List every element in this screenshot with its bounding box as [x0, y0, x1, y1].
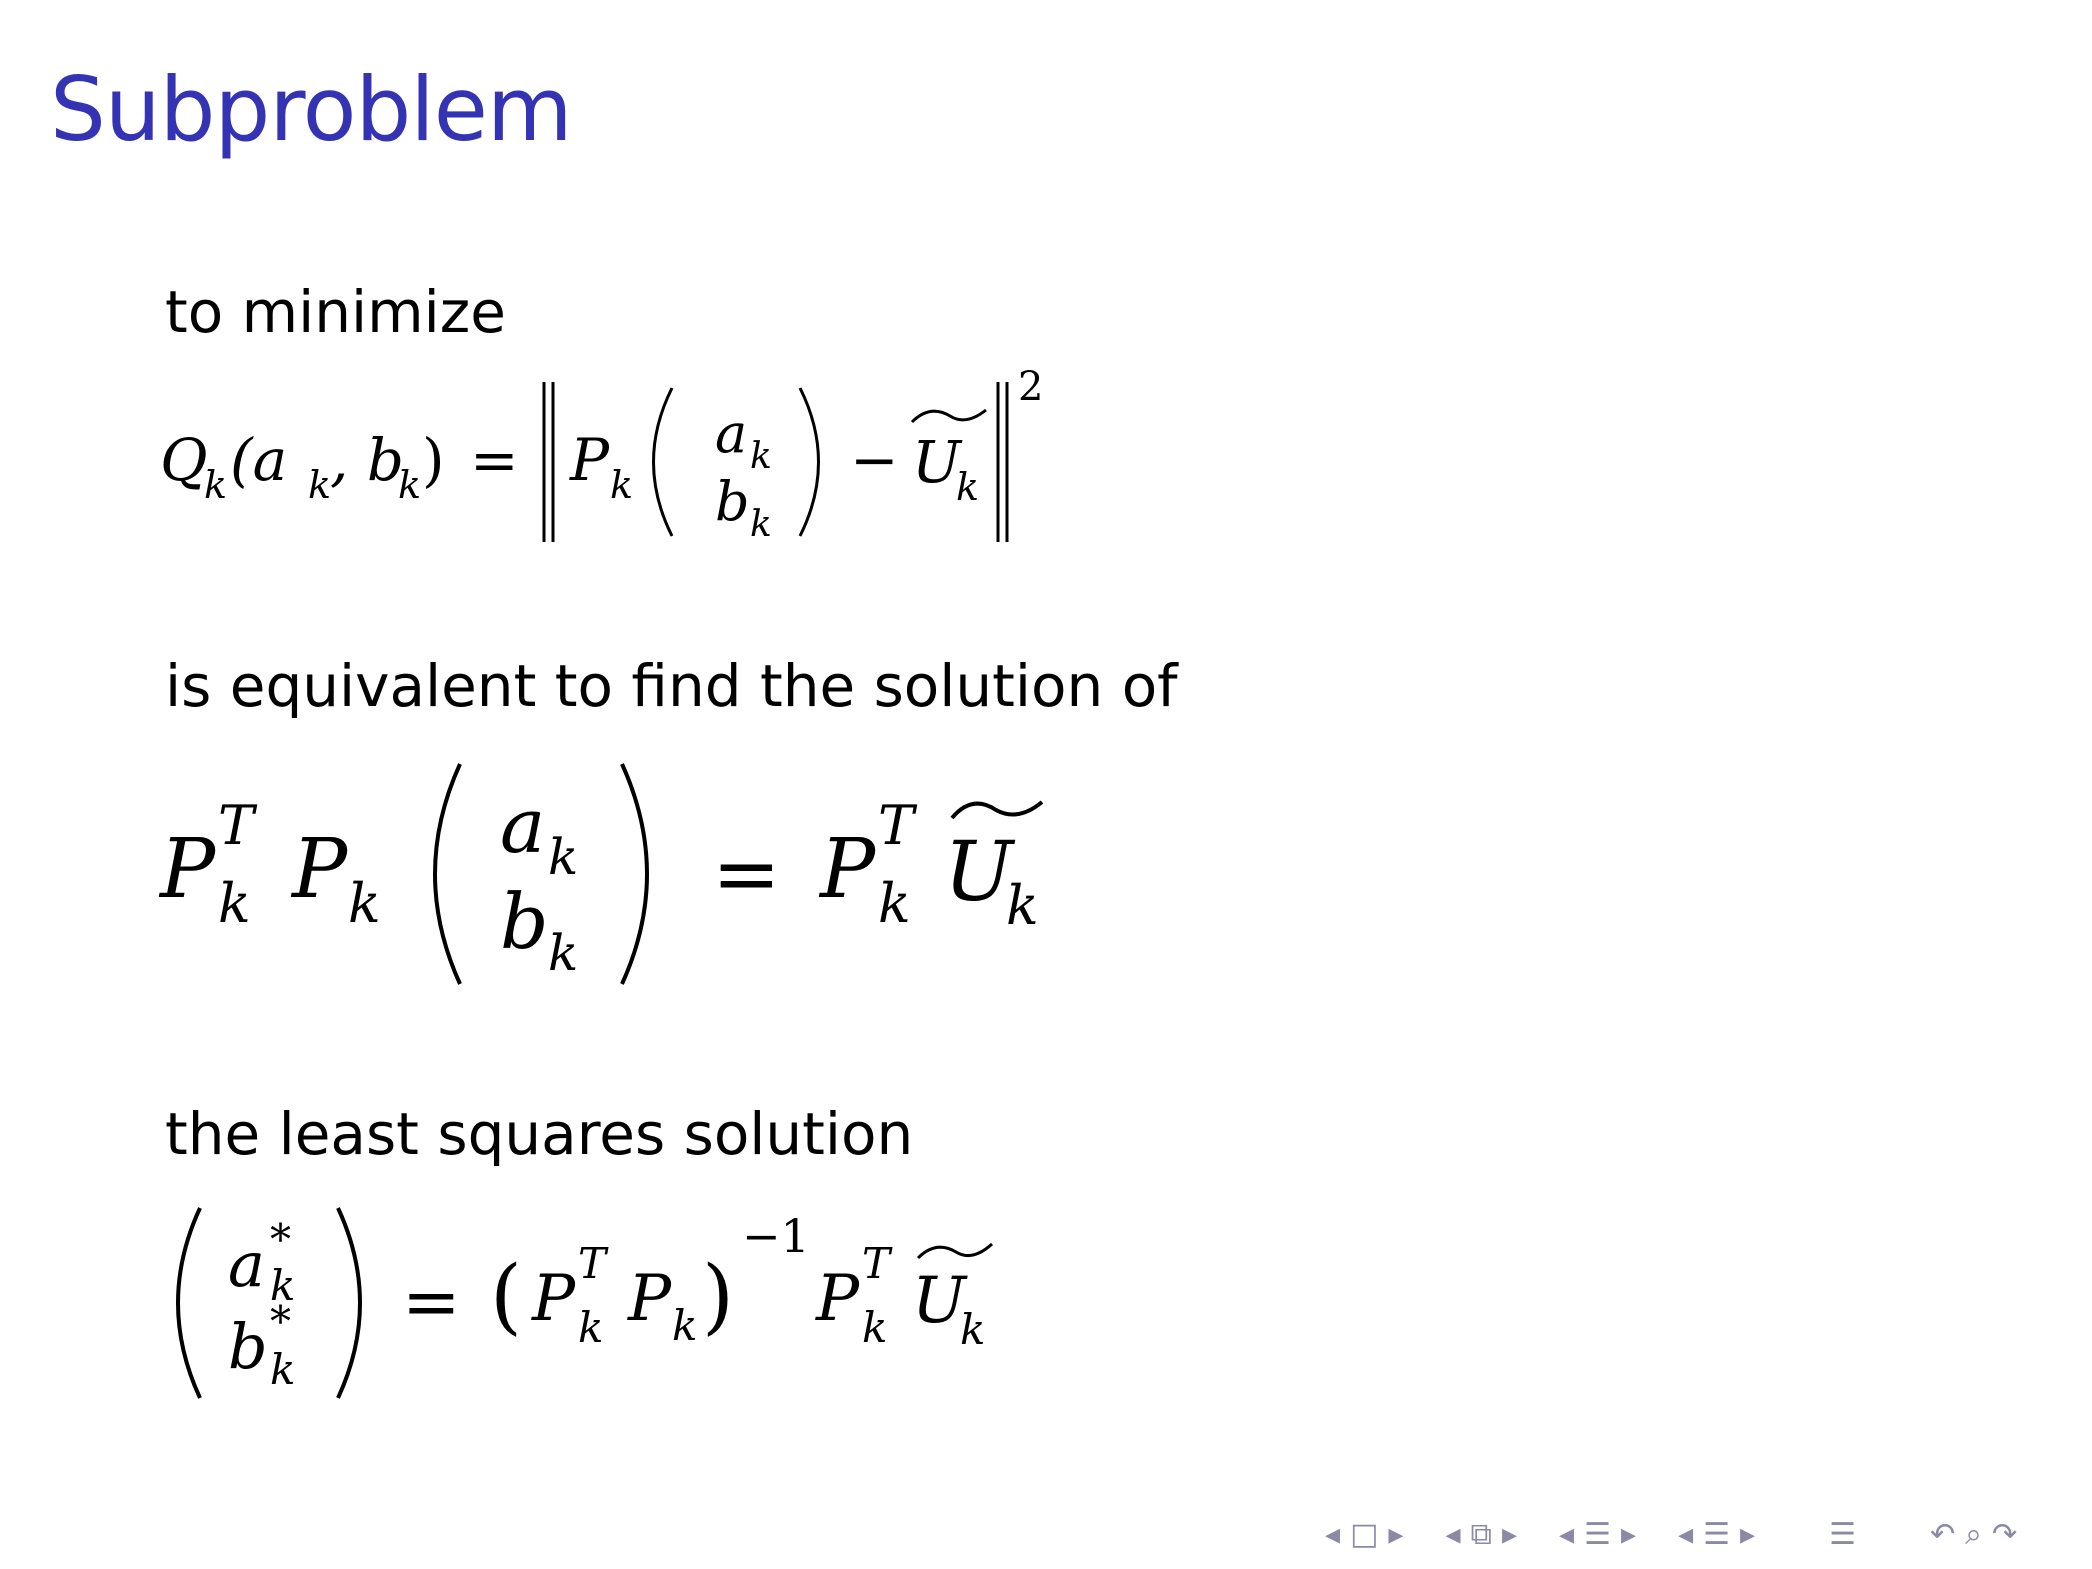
eq2-U-sub: k: [1006, 874, 1039, 937]
eq3-P1: P: [532, 1262, 576, 1336]
eq3-P1-sup: T: [578, 1239, 607, 1288]
next-section-icon[interactable]: ▸: [1621, 1517, 1637, 1552]
objective-equation: [160, 364, 1080, 560]
eq3-P3-sup: T: [862, 1239, 891, 1288]
eq1-vec-b-sub: k: [750, 504, 772, 545]
eq3-vec-a-sup: *: [270, 1215, 291, 1264]
eq1-minus: −: [850, 426, 899, 494]
eq2-P1: P: [160, 822, 216, 917]
undo-icon[interactable]: ↶: [1930, 1517, 1956, 1552]
eq3-U-sub: k: [960, 1305, 986, 1354]
eq3-vec-b-sub: k: [270, 1345, 296, 1394]
slide-box-icon[interactable]: □: [1350, 1517, 1379, 1552]
eq3-vec-b: b: [228, 1310, 268, 1383]
subsection-icon[interactable]: ☰: [1703, 1517, 1731, 1552]
eq1-U: U: [912, 428, 961, 496]
eq2-vec-right-paren: [622, 764, 647, 984]
eq3-vec-left-paren: [178, 1208, 200, 1398]
normal-equation: [160, 752, 1080, 1002]
eq1-args-a: (a: [230, 426, 288, 494]
toc-icon[interactable]: ☰: [1829, 1517, 1856, 1552]
eq2-P2-sub: k: [348, 872, 381, 935]
eq2-P2: P: [292, 822, 348, 917]
eq2-P3-sup: T: [878, 794, 915, 857]
eq3-vec-b-sup: *: [270, 1297, 291, 1346]
slide-title: Subproblem: [50, 58, 572, 161]
eq1-Q: Q: [160, 426, 208, 494]
solution-equation: [160, 1198, 1080, 1408]
eq3-P3-sub: k: [862, 1303, 888, 1352]
eq2-U-tilde: [952, 802, 1042, 818]
section-icon[interactable]: ☰: [1584, 1517, 1611, 1552]
text-least-squares: the least squares solution: [165, 1100, 914, 1168]
eq3-vec-a-sub: k: [270, 1261, 296, 1310]
eq3-equals: =: [402, 1261, 461, 1343]
eq1-U-sub: k: [956, 465, 980, 509]
eq1-P: P: [570, 426, 610, 494]
eq3-U-tilde: [918, 1244, 992, 1258]
eq1-U-tilde: [912, 410, 986, 422]
text-equivalent: is equivalent to find the solution of: [165, 652, 1178, 720]
navigation-bar: [1325, 1517, 2018, 1552]
eq3-inv: −1: [742, 1209, 810, 1263]
eq1-P-sub: k: [610, 463, 634, 507]
eq2-vec-a: a: [500, 781, 546, 870]
eq1-vec-left-paren: [654, 388, 673, 536]
eq3-close: ): [702, 1249, 734, 1344]
eq2-U: U: [944, 825, 1014, 920]
eq2-P3-sub: k: [878, 872, 911, 935]
eq2-equals: =: [712, 827, 781, 922]
redo-icon[interactable]: ↷: [1991, 1517, 2018, 1552]
eq1-power: 2: [1018, 364, 1044, 410]
prev-slide-icon[interactable]: ◂: [1325, 1517, 1341, 1552]
next-subsection-icon[interactable]: ▸: [1740, 1517, 1756, 1552]
eq2-vec-a-sub: k: [548, 828, 579, 886]
frame-icon[interactable]: ⧉: [1470, 1517, 1492, 1552]
eq1-Q-sub: k: [204, 463, 228, 507]
eq3-P2-sub: k: [672, 1301, 698, 1350]
eq3-P1-sub: k: [578, 1303, 604, 1352]
eq2-vec-left-paren: [435, 764, 460, 984]
eq1-vec-right-paren: [800, 388, 819, 536]
eq3-vec-a: a: [228, 1228, 265, 1301]
eq3-vec-right-paren: [338, 1208, 360, 1398]
eq3-U: U: [912, 1264, 966, 1338]
eq1-vec-a: a: [715, 402, 748, 465]
prev-subsection-icon[interactable]: ◂: [1678, 1517, 1694, 1552]
find-icon[interactable]: ⌕: [1965, 1517, 1982, 1552]
next-slide-icon[interactable]: ▸: [1388, 1517, 1404, 1552]
eq2-P1-sub: k: [218, 872, 251, 935]
eq3-P2: P: [628, 1262, 672, 1336]
eq1-equals: =: [470, 426, 519, 494]
eq1-args-a-sub: k: [308, 463, 332, 507]
text-to-minimize: to minimize: [165, 278, 506, 346]
eq3-open: (: [490, 1249, 522, 1344]
prev-section-icon[interactable]: ◂: [1559, 1517, 1575, 1552]
eq1-vec-b: b: [715, 470, 750, 533]
eq1-args-b: , b: [330, 426, 405, 494]
prev-frame-icon[interactable]: ◂: [1445, 1517, 1461, 1552]
eq1-close: ): [422, 426, 445, 494]
eq3-P3: P: [816, 1262, 860, 1336]
eq2-vec-b: b: [500, 877, 549, 966]
next-frame-icon[interactable]: ▸: [1501, 1517, 1518, 1552]
eq1-vec-a-sub: k: [750, 436, 772, 477]
eq1-args-b-sub: k: [398, 463, 422, 507]
eq2-vec-b-sub: k: [548, 924, 579, 982]
eq2-P3: P: [820, 822, 876, 917]
eq2-P1-sup: T: [218, 794, 255, 857]
